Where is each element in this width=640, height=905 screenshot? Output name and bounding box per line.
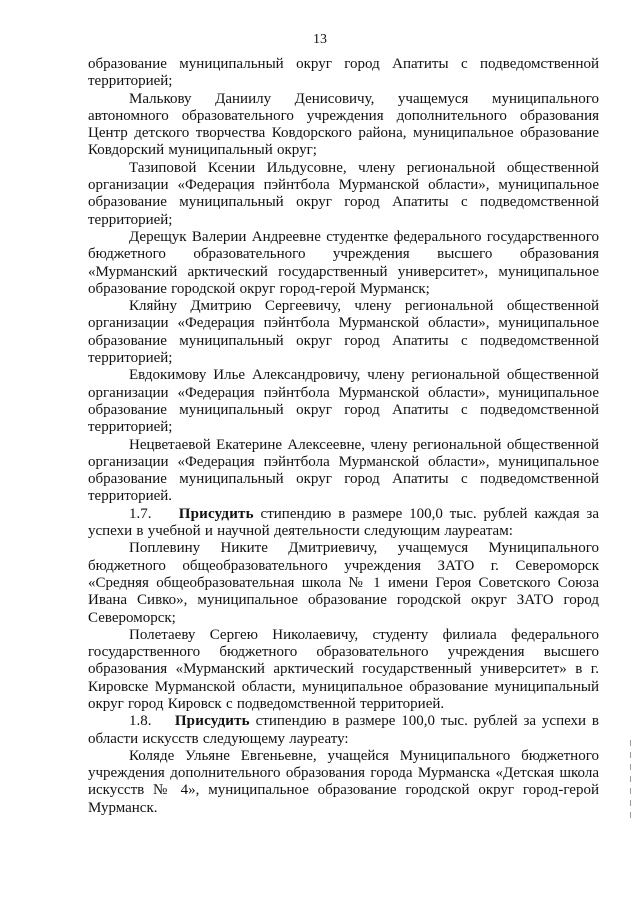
page-number: 13 [313,32,327,47]
clause-action: Присудить [174,713,250,730]
paragraph-klyayn: Кляйну Дмитрию Сергеевичу, члену региональной общественной организации «Федерация пэйнтбола Мурманской области», муниципальное образование муниципальный округ город Апатиты с подведомственной территорией; [88,298,599,367]
paragraph-evdokimov: Евдокимову Илье Александровичу, члену региональной общественной организации «Федерация пэйнтбола Мурманской области», муниципальное образование муниципальный округ город Апатиты с подведомственной территорией; [88,367,599,436]
document-body [88,56,599,817]
paragraph-tazipova: Тазиповой Ксении Ильдусовне, члену региональной общественной организации «Федерация пэйнтбола Мурманской области», муниципальное образование муниципальный округ город Апатиты с подведомственной территорией; [88,159,599,228]
paragraph-dereshchuk: Дерещук Валерии Андреевне студентке федерального государственного бюджетного образовательного учреждения высшего образования «Мурманский арктический государственный университет», муниципальное образование городской округ город-герой Мурманск; [88,228,599,297]
paragraph-malkov: Малькову Даниилу Денисовичу, учащемуся муниципального автономного образовательного учреждения дополнительного образования Центр детского творчества Ковдорского района, муниципальное образование Ковдорский муниципальный округ; [88,90,599,159]
paragraph-kolyada: Коляде Ульяне Евгеньевне, учащейся Муниципального бюджетного учреждения дополнительного образования города Мурманска «Детская школа искусств № 4», муниципальное образование городской округ город-герой Мурманск. [88,747,599,816]
paragraph-continuation: образование муниципальный округ город Апатиты с подведомственной территорией; [88,56,599,90]
scan-edge-marks [630,740,632,830]
clause-number: 1.8. [129,713,152,730]
clause-1-8 [88,713,599,748]
paragraph-poletaev: Полетаеву Сергею Николаевичу, студенту филиала федерального государственного бюджетного образовательного учреждения высшего образования «Мурманский арктический государственный университет» в г. Кировске Мурманской области, муниципальное образование муниципальный округ город Кировск с подведомственной территорией. [88,626,599,712]
clause-text: стипендию в размере 100,0 тыс. рублей каждая за успехи в учебной и научной деятельности следующим лауреатам: [88,505,599,540]
clause-number: 1.7. [129,505,152,522]
paragraph-poplevin: Поплевину Никите Дмитриевичу, учащемуся Муниципального бюджетного общеобразовательного учреждения ЗАТО г. Североморск «Средняя общеобразовательная школа № 1 имени Героя Советского Союза Ивана Сивко», муниципальное образование городской округ ЗАТО город Североморск; [88,540,599,626]
clause-1-7 [88,506,599,541]
paragraph-netsvetaeva: Нецветаевой Екатерине Алексеевне, члену региональной общественной организации «Федерация пэйнтбола Мурманской области», муниципальное образование муниципальный округ город Апатиты с подведомственной территорией. [88,436,599,505]
clause-text: стипендию в размере 100,0 тыс. рублей за успехи в области искусств следующему лауреату: [88,713,599,747]
clause-action: Присудить [178,505,254,522]
